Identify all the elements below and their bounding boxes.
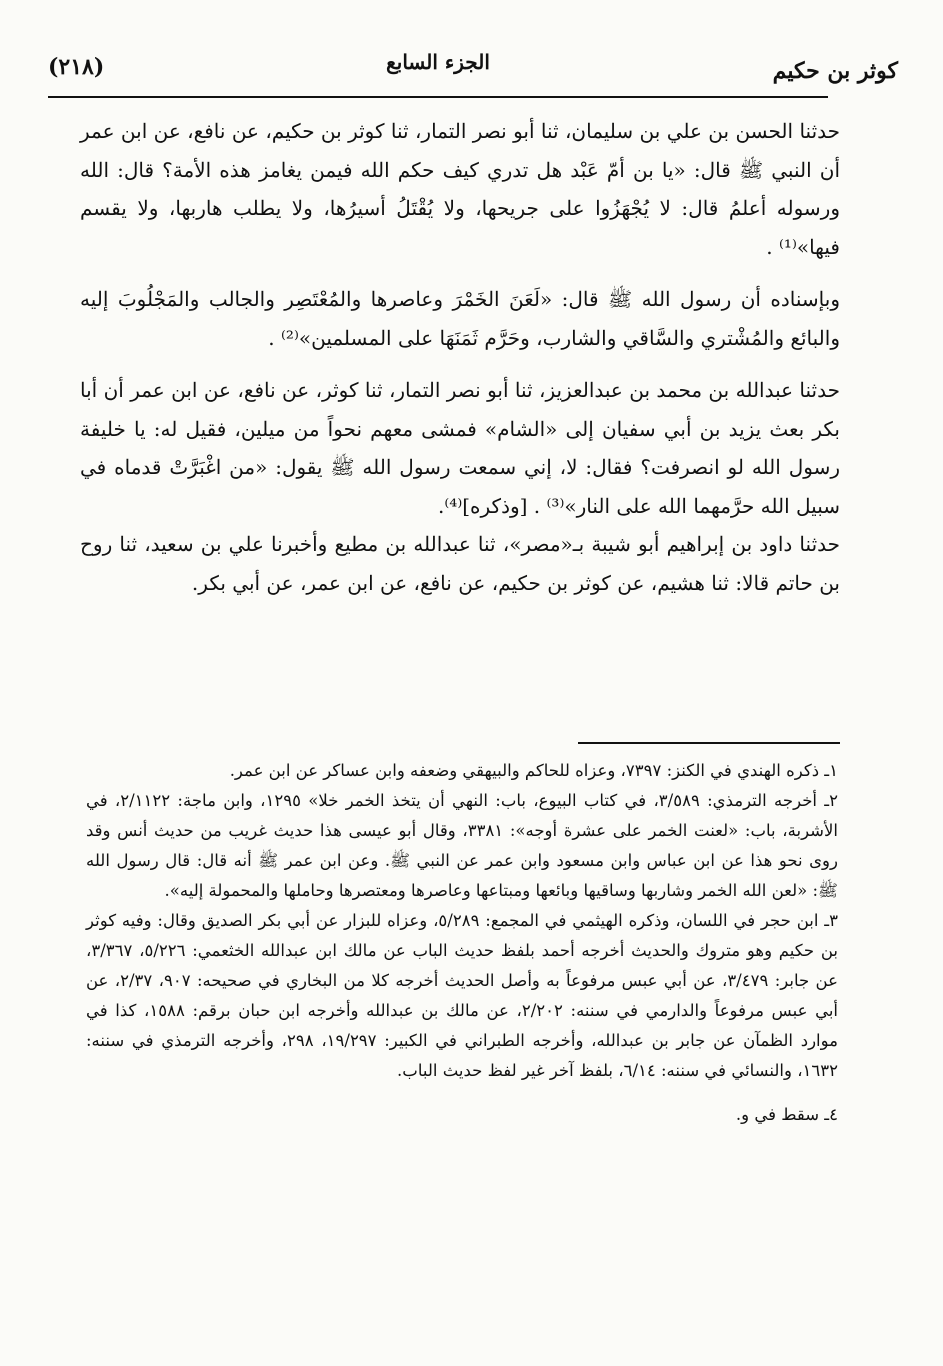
footnote: ١ـ ذكره الهندي في الكنز: ٧٣٩٧، وعزاه للحاكم والبيهقي وضعفه وابن عساكر عن ابن عمر. — [229, 761, 838, 780]
footnote: ٢ـ أخرجه الترمذي: ٣/٥٨٩، في كتاب البيوع، باب: النهي أن يتخذ الخمر خلا» ١٢٩٥، وابن ماجة: ٢/١١٢٢، في الأشربة، باب: «لعنت الخمر على عشرة أوجه»: ٣٣٨١، وقال أبو عيسى هذا حديث غريب من حديث أنس وقد روى نحو هذا عن ابن عباس وابن مسعود وابن عمر عن النبي ﷺ. وعن ابن عمر ﷺ أنه قال: قال رسول الله ﷺ: «لعن الله الخمر وشاربها وساقيها وبائعها ومبتاعها وعاصرها ومعتصرها وحاملها والمحمولة إليه». — [86, 791, 838, 900]
footnote: ٤ـ سقط في و. — [735, 1105, 838, 1124]
footnote: ٣ـ ابن حجر في اللسان، وذكره الهيثمي في المجمع: ٥/٢٨٩، وعزاه للبزار عن أبي بكر الصديق وقال: وفيه كوثر بن حكيم وهو متروك والحديث أخرجه أحمد بلفظ حديث الباب عن مالك ابن عبدالله الخثعمي: ٥/٢٢٦، ٣/٣٦٧، عن جابر: ٣/٤٧٩، عن أبي عبس مرفوعاً به وأصل الحديث أخرجه كلا من البخاري في صحيحه: ٩٠٧، ٢/٣٧، عن أبي عبس مرفوعاً والدارمي في سننه: ٢/٢٠٢، عن مالك بن عبدالله وأخرجه ابن حبان برقم: ١٥٨٨، كذا في موارد الظمآن عن جابر بن عبدالله، وأخرجه الطبراني في الكبير: ١٩/٢٩٧، ٢٩٨، وأخرجه الترمذي في سننه: ١٦٣٢، والنسائي في سننه: ٦/١٤، بلفظ آخر غير لفظ حديث الباب. — [86, 911, 839, 1080]
paragraph: حدثنا داود بن إبراهيم أبو شيبة بـ«مصر»، ثنا عبدالله بن مطيع وأخبرنا علي بن سعيد، ثنا روح بن حاتم قالا: ثنا هشيم، عن كوثر بن حكيم، عن نافع، عن ابن عمر، عن أبي بكر. — [80, 532, 840, 595]
footnote-separator — [578, 742, 840, 744]
paragraph: وبإسناده أن رسول الله ﷺ قال: «لَعَنَ الخَمْرَ وعاصرها والمُعْتَصِر والجالب والمَجْلُوبَ إليه والبائع والمُشْتري والسَّاقي والشارب، وحَرَّم ثَمَنَهَا على المسلمين»⁽²⁾ . — [80, 287, 840, 350]
paragraph: حدثنا عبدالله بن محمد بن عبدالعزيز، ثنا أبو نصر التمار، ثنا كوثر، عن نافع، عن ابن عمر أن أبا بكر بعث يزيد بن أبي سفيان إلى «الشام» فمشى معهم نحواً من ميلين، فقيل له: يا خليفة رسول الله لو انصرفت؟ فقال: لا، إني سمعت رسول الله ﷺ يقول: «من اغْبَرَّتْ قدماه في سبيل الله حرَّمهما الله على النار»⁽³⁾ . [وذكره]⁽⁴⁾. — [80, 378, 840, 518]
paragraph: حدثنا الحسن بن علي بن سليمان، ثنا أبو نصر التمار، ثنا كوثر بن حكيم، عن نافع، عن ابن عمر أن النبي ﷺ قال: «يا بن أمّ عَبْد هل تدري كيف حكم الله فيمن يغامز هذه الأمة؟ قال: الله ورسوله أعلمُ قال: لا يُجْهَزُوا على جريحها، ولا يُقْتَلُ أسيرُها، ولا يطلب هاربها، ولا يقسم فيها»⁽¹⁾ . — [80, 119, 840, 259]
page-header — [48, 44, 898, 98]
page-number: (٢١٨) — [48, 54, 105, 80]
volume-title: الجزء السابع — [386, 50, 490, 74]
main-text — [80, 112, 840, 602]
footnotes — [86, 756, 838, 1130]
running-head: كوثر بن حكيم — [772, 58, 898, 84]
